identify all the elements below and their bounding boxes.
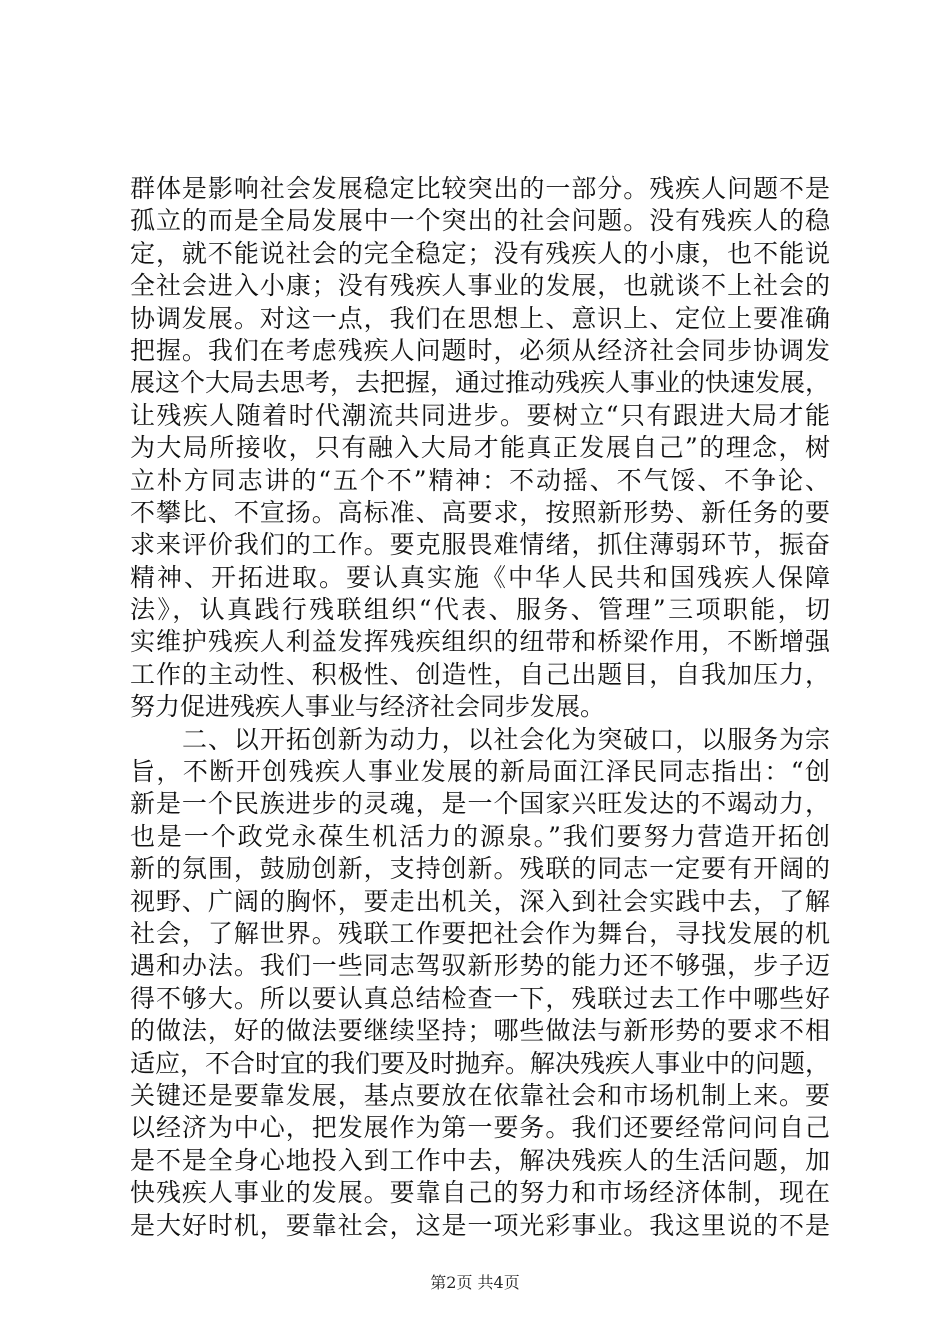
text-line: 不攀比、不宣扬。高标准、高要求，按照新形势、新任务的要: [130, 497, 830, 527]
paragraph-start-line: 二、以开拓创新为动力，以社会化为突破口，以服务为宗: [182, 724, 830, 754]
text-line: 是大好时机，要靠社会，这是一项光彩事业。我这里说的不是: [130, 1210, 830, 1240]
text-line: 为大局所接收，只有融入大局才能真正发展自己”的理念，树: [130, 433, 830, 463]
text-line: 新是一个民族进步的灵魂，是一个国家兴旺发达的不竭动力，: [130, 789, 830, 819]
text-line: 社会，了解世界。残联工作要把社会作为舞台，寻找发展的机: [130, 918, 830, 948]
text-line: 让残疾人随着时代潮流共同进步。要树立“只有跟进大局才能: [130, 400, 830, 430]
text-line: 适应，不合时宜的我们要及时抛弃。解决残疾人事业中的问题，: [130, 1048, 831, 1078]
text-line: 关键还是要靠发展，基点要放在依靠社会和市场机制上来。要: [130, 1080, 830, 1110]
text-line: 全社会进入小康；没有残疾人事业的发展，也就谈不上社会的: [130, 271, 830, 301]
page-number-footer: 第2页 共4页: [430, 1273, 520, 1292]
text-line: 把握。我们在考虑残疾人问题时，必须从经济社会同步协调发: [130, 335, 830, 365]
text-line: 视野、广阔的胸怀，要走出机关，深入到社会实践中去，了解: [130, 886, 830, 916]
text-line: 立朴方同志讲的“五个不”精神：不动摇、不气馁、不争论、: [130, 465, 830, 495]
text-line: 定，就不能说社会的完全稳定；没有残疾人的小康，也不能说: [130, 238, 830, 268]
text-line: 精神、开拓进取。要认真实施《中华人民共和国残疾人保障: [130, 562, 830, 592]
text-line: 展这个大局去思考，去把握，通过推动残疾人事业的快速发展，: [130, 368, 831, 398]
text-line: 也是一个政党永葆生机活力的源泉。”我们要努力营造开拓创: [130, 821, 830, 851]
text-line: 的做法，好的做法要继续坚持；哪些做法与新形势的要求不相: [130, 1016, 830, 1046]
text-line: 努力促进残疾人事业与经济社会同步发展。: [130, 692, 606, 722]
text-line: 群体是影响社会发展稳定比较突出的一部分。残疾人问题不是: [130, 174, 830, 203]
text-line: 法》，认真践行残联组织“代表、服务、管理”三项职能，切: [130, 595, 830, 625]
text-line: 协调发展。对这一点，我们在思想上、意识上、定位上要准确: [130, 303, 830, 333]
text-line: 求来评价我们的工作。要克服畏难情绪，抓住薄弱环节，振奋: [130, 530, 830, 560]
text-line: 遇和办法。我们一些同志驾驭新形势的能力还不够强，步子迈: [130, 951, 830, 981]
text-line: 孤立的而是全局发展中一个突出的社会问题。没有残疾人的稳: [130, 206, 830, 236]
body-text: [130, 173, 830, 1242]
text-line: 快残疾人事业的发展。要靠自己的努力和市场经济体制，现在: [130, 1178, 830, 1208]
text-line: 实维护残疾人利益发挥残疾组织的纽带和桥梁作用，不断增强: [130, 627, 830, 657]
text-line: 旨，不断开创残疾人事业发展的新局面江泽民同志指出：“创: [130, 757, 830, 787]
text-line: 是不是全身心地投入到工作中去，解决残疾人的生活问题，加: [130, 1145, 830, 1175]
text-line: 以经济为中心，把发展作为第一要务。我们还要经常问问自己: [130, 1113, 830, 1143]
text-line: 得不够大。所以要认真总结检查一下，残联过去工作中哪些好: [130, 983, 830, 1013]
text-line: 新的氛围，鼓励创新，支持创新。残联的同志一定要有开阔的: [130, 854, 830, 884]
text-line: 工作的主动性、积极性、创造性，自己出题目，自我加压力，: [130, 659, 830, 689]
